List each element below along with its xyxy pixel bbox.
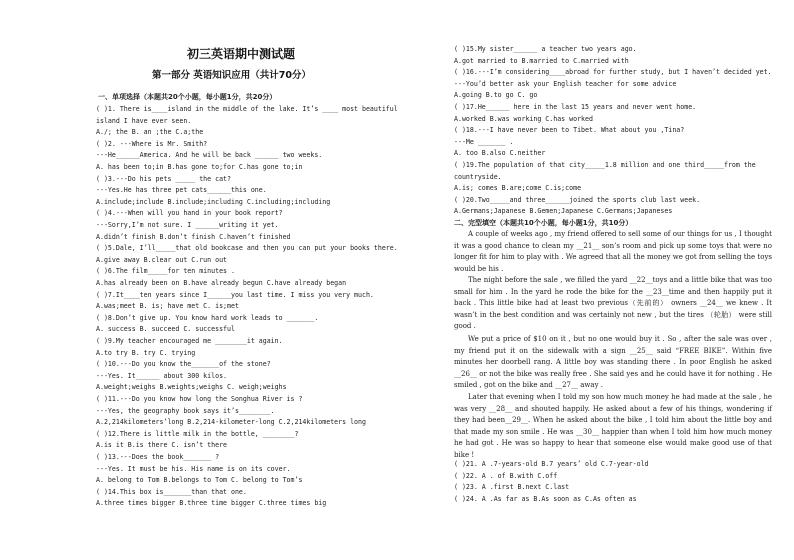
question-line: ---You’d better ask your English teacher for some advice bbox=[454, 79, 677, 88]
question-line: A.weight;weighs B.weights;weighs C. weigh;weighs bbox=[96, 383, 287, 392]
question-line: A.is; comes B.are;come C.is;come bbox=[454, 184, 582, 193]
question-line: A.didn’t finish B.don’t finish C.haven’t finished bbox=[96, 232, 291, 241]
question-line: ( )16.---I’m considering____abroad for further study, but I haven’t decided yet. bbox=[454, 68, 772, 77]
cloze-paragraph: The night before the sale , we filled the yard __22__toys and a little bike that was too small for him . In the yard he rode the bike for the __23__time and then happily put it back . This little bike had at least two previous（先前的） owners __24__ we knew . It wasn’t in the best condition and was certainly not new , but the tires （轮胎） were still good . bbox=[454, 276, 772, 330]
question-line: ( )17.He______ here in the last 15 years and never went home. bbox=[454, 103, 697, 111]
question-line: A.give away B.clear out C.run out bbox=[96, 255, 228, 264]
cloze-paragraph: We put a price of $10 on it , but no one would buy it . So , after the sale was over , my friend put it on the sidewalk with a sign __25__ said “FREE BIKE”. Within five minutes her doorbell rang. A little boy was standing there . In poor English he asked __26__ or not the bike was really free . She said yes and he could have it for nothing . He smiled , got on the bike and __27__ away . bbox=[454, 335, 772, 389]
question-line: A.Germans;Japanese B.Gemen;Japanese C.Germans;Japaneses bbox=[454, 207, 673, 216]
question-line: A.going B.to go C. go bbox=[454, 91, 538, 100]
question-line: ( )2. ---Where is Mr. Smith? bbox=[96, 139, 208, 148]
question-line: ( )20.Two_____and three______joined the sports club last week. bbox=[454, 195, 701, 204]
question-line: countryside. bbox=[454, 172, 502, 181]
question-line: ( )23. A .first B.next C.last bbox=[454, 483, 570, 492]
question-line: ( )11.---Do you know how long the Songhua River is ? bbox=[96, 395, 303, 403]
question-line: A.is it B.is there C. isn’t there bbox=[96, 441, 228, 450]
question-line: island I have ever seen. bbox=[96, 116, 192, 125]
question-line: ( )8.Don’t give up. You know hard work leads to _______. bbox=[96, 313, 319, 322]
question-line: A.was;meet B. is; have met C. is;met bbox=[96, 302, 239, 311]
question-line: ( )18.---I have never been to Tibet. What about you ,Tina? bbox=[454, 126, 685, 135]
question-line: ---Me _______ . bbox=[454, 137, 514, 146]
question-line: ( )10.---Do you know the_______of the stone? bbox=[96, 360, 271, 369]
question-line: ---He______America. And he will be back ______ two weeks. bbox=[96, 151, 323, 160]
question-line: ( )13.---Does the book_______ ? bbox=[96, 453, 220, 461]
question-line: ( )19.The population of that city_____1.8 million and one third_____from the bbox=[454, 161, 756, 169]
question-line: ---Yes. It______ about 300 kilos. bbox=[96, 371, 228, 380]
question-line: A. has been to;in B.has gone to;for C.has gone to;in bbox=[96, 163, 303, 171]
question-line: ( )15.My sister______ a teacher two years ago. bbox=[454, 45, 637, 53]
question-line: A. too B.also C.neither bbox=[454, 149, 546, 158]
question-line: ( )9.My teacher encouraged me ________it again. bbox=[96, 337, 283, 345]
question-line: A.to try B. try C. trying bbox=[96, 348, 196, 357]
question-line: ( )5.Dale, I’ll_____that old bookcase and then you can put your books there. bbox=[96, 244, 398, 253]
question-line: A./; the B. an ;the C.a;the bbox=[96, 128, 204, 137]
question-line: A.got married to B.married to C.married with bbox=[454, 56, 629, 65]
section1-heading: 一、单项选择（本题共20个小题，每小题1分，共20分） bbox=[98, 93, 277, 101]
page-title: 初三英语期中测试题 bbox=[187, 47, 296, 61]
part-subtitle: 第一部分 英语知识应用（共计70分） bbox=[152, 70, 312, 81]
question-line: ( )21. A .7-years-old B.7 years’ old C.7-year-old bbox=[454, 460, 649, 468]
question-line: ( )24. A .As far as B.As soon as C.As often as bbox=[454, 494, 637, 503]
question-line: ---Yes. It must be his. His name is on its cover. bbox=[96, 464, 291, 473]
question-line: A. belong to Tom B.belongs to Tom C. belong to Tom’s bbox=[96, 476, 303, 485]
question-line: ( )22. A . of B.with C.off bbox=[454, 471, 558, 480]
question-line: ( )4.---When will you hand in your book report? bbox=[96, 209, 283, 218]
question-line: A.2,214kilometers’long B.2,214-kilometer-long C.2,214kilometers long bbox=[96, 418, 366, 427]
question-line: ( )3.---Do his pets _____ the cat? bbox=[96, 174, 231, 183]
question-line: A.has already been on B.have already begun C.have already began bbox=[96, 279, 347, 287]
cloze-paragraph: Later that evening when I told my son how much money he had made at the sale , he was very __28__ and shouted happily. He asked about a few of his things, wondering if they had been__29__. When he asked about the bike , I told him about the little boy and that made my son smile . He was __30__ happier than when I told him how much money he had got . He was so happy to hear that someone else would make good use of that bike ! bbox=[454, 393, 772, 459]
question-line: ---Yes.He has three pet cats______this one. bbox=[96, 186, 267, 195]
question-line: ---Sorry,I’m not sure. I ______writing it yet. bbox=[96, 221, 279, 229]
question-line: ( )14.This box is_______than that one. bbox=[96, 487, 247, 496]
question-line: A. success B. succeed C. successful bbox=[96, 325, 235, 334]
question-line: A.include;include B.include;including C.including;including bbox=[96, 197, 331, 206]
question-line: A.worked B.was working C.has worked bbox=[454, 114, 593, 123]
question-line: ( )7.It____ten years since I______you last time. I miss you very much. bbox=[96, 290, 374, 299]
question-line: ( )1. There is____island in the middle of the lake. It’s ____ most beautiful bbox=[96, 105, 398, 113]
cloze-paragraph: A couple of weeks ago , my friend offered to sell some of our things for us , I thought it was a good chance to clean my __21__ son’s room and pick up some toys that were no longer fit for him to play with . We agreed that all the money we got from selling the toys would be his . bbox=[454, 230, 772, 273]
question-line: ( )6.The film_____for ten minutes . bbox=[96, 267, 235, 276]
question-line: ---Yes, the geography book says it’s________. bbox=[96, 406, 275, 415]
section2-heading: 二、完型填空（本题共10个小题，每小题1分，共10分） bbox=[454, 219, 633, 227]
question-line: ( )12.There is little milk in the bottle, ________? bbox=[96, 429, 299, 438]
question-line: A.three times bigger B.three time bigger C.three times big bbox=[96, 499, 327, 508]
